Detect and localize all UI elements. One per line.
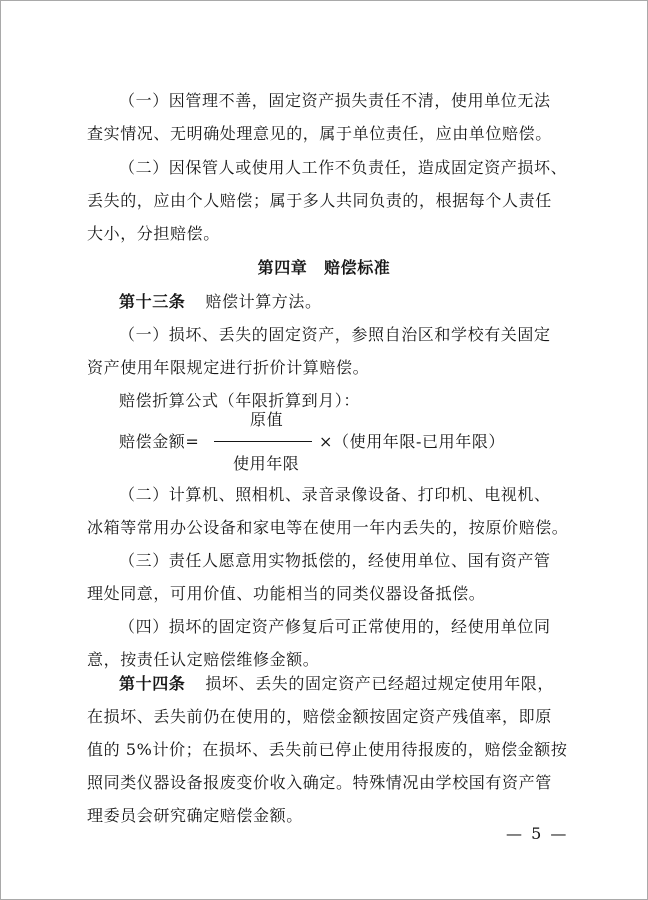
- paragraph-line: （一）损坏、丢失的固定资产，参照自治区和学校有关固定: [119, 325, 551, 344]
- paragraph-line: 资产使用年限规定进行折价计算赔偿。: [87, 358, 370, 377]
- paragraph-line: 丢失的，应由个人赔偿；属于多人共同负责的，根据每个人责任: [87, 191, 552, 210]
- article-13-text: 赔偿计算方法。: [205, 292, 322, 311]
- paragraph-line: 理处同意，可用价值、功能相当的同类仪器设备抵偿。: [87, 584, 486, 603]
- article-13-line: [119, 285, 322, 319]
- paragraph-line: 照同类仪器设备报废变价收入确定。特殊情况由学校国有资产管: [87, 773, 552, 792]
- article-14-line: [119, 667, 554, 701]
- formula-rhs: ×（使用年限-已用年限）: [319, 432, 506, 451]
- paragraph-line: （二）因保管人或使用人工作不负责任，造成固定资产损坏、: [119, 158, 568, 177]
- paragraph-line: （三）责任人愿意用实物抵偿的，经使用单位、国有资产管: [119, 551, 551, 570]
- paragraph-line: 理委员会研究确定赔偿金额。: [87, 806, 303, 825]
- paragraph-line: （四）损坏的固定资产修复后可正常使用的，经使用单位同: [119, 617, 551, 636]
- page-number: — 5 —: [506, 824, 569, 843]
- formula-denominator: 使用年限: [233, 454, 300, 473]
- formula-numerator: 原值: [250, 410, 284, 429]
- paragraph-line: （二）计算机、照相机、录音录像设备、打印机、电视机、: [119, 485, 551, 504]
- paragraph-line: 查实情况、无明确处理意见的，属于单位责任，应由单位赔偿。: [87, 124, 552, 143]
- paragraph-line: 大小，分担赔偿。: [87, 224, 220, 243]
- paragraph-line: 在损坏、丢失前仍在使用的，赔偿金额按固定资产残值率，即原: [87, 707, 552, 726]
- paragraph-line: 值的 5%计价；在损坏、丢失前已停止使用待报废的，赔偿金额按: [87, 740, 568, 759]
- paragraph-line: （一）因管理不善，固定资产损失责任不清，使用单位无法: [119, 91, 551, 110]
- paragraph-line: 冰箱等常用办公设备和家电等在使用一年内丢失的，按原价赔偿。: [87, 518, 569, 537]
- article-13-label: 第十三条: [119, 292, 186, 311]
- paragraph-line: 意，按责任认定赔偿维修金额。: [87, 650, 320, 669]
- chapter-heading: 第四章 赔偿标准: [257, 258, 391, 277]
- formula-lhs: 赔偿金额=: [119, 432, 200, 451]
- article-14-label: 第十四条: [119, 674, 186, 693]
- paragraph-line: 赔偿折算公式（年限折算到月）：: [119, 391, 361, 410]
- fraction-bar: [214, 441, 312, 442]
- article-14-text: 损坏、丢失的固定资产已经超过规定使用年限，: [205, 674, 555, 693]
